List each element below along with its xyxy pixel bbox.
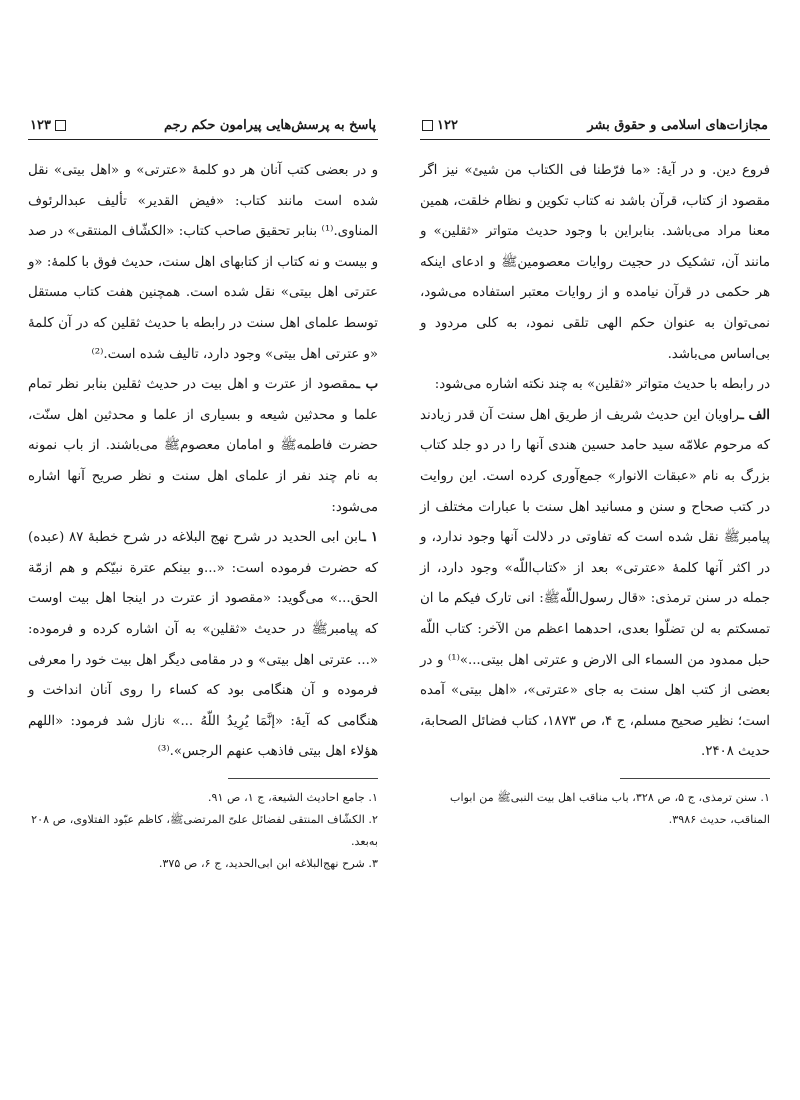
page-header <box>28 118 378 140</box>
page-number <box>422 118 458 133</box>
paragraph-text: فروع دین. و در آیهٔ: «ما فرّطنا فی الکتاب من شیئ» نیز اگر مقصود از کتاب، قرآن باشد نه کتاب تکوین و نظام خلقت، همین معنا مراد می‌باشد. بنابراین با وجود حدیث متواتر «ثقلین» و مانند آن، تشکیک در حجیت روایات معصومینﷺ و ادعای اینکه هر حکمی در قرآن نیامده و از روایات معتبر استفاده می‌شود، نمی‌توان به عنوان حکم الهی تلقی نمود، به کلی مردود و بی‌اساس می‌باشد. <box>420 163 770 362</box>
square-ornament-icon <box>55 120 66 131</box>
page-header <box>420 118 770 140</box>
footnote: ۱. سنن ترمذی، ج ۵، ص ۳۲۸، باب مناقب اهل بیت النبیﷺ من ابواب المناقب، حدیث ۳۹۸۶. <box>450 790 770 826</box>
page-body <box>28 156 378 768</box>
footnote-divider <box>620 778 770 779</box>
running-title: پاسخ به پرسش‌هایی پیرامون حکم رجم <box>164 118 376 133</box>
square-ornament-icon <box>422 120 433 131</box>
paragraph-lead: الف ـ <box>739 407 770 423</box>
page-number-value: ۱۲۳ <box>30 118 51 133</box>
page-number-value: ۱۲۲ <box>437 118 458 133</box>
paragraph <box>420 370 770 401</box>
paragraph <box>28 523 378 768</box>
paragraph <box>420 401 770 768</box>
footnote-divider <box>228 778 378 779</box>
page-number <box>30 118 66 133</box>
paragraph-lead: ۱ ـ <box>361 530 378 546</box>
paragraph-text: راویان این حدیث شریف از طریق اهل سنت آن قدر زیادند که مرحوم علامّه سید حامد حسین هندی آنها را در دو جلد کتاب بزرگ به نام «عبقات الانوار» جمع‌آوری کرده است. این روایت در کتب صحاح و سنن و مسانید اهل سنت با عبارات مختلف از پیامبرﷺ نقل شده است که تفاوتی در دلالت آنها وجود ندارد، و در اکثر آنها کلمهٔ «عترتی» بعد از «کتاب‌اللّه» وجود دارد، از جمله در سنن ترمذی: «قال رسول‌اللّهﷺ: انی تارک فیکم ما ان تمسکتم به لن تضلّوا بعدی، احدهما اعظم من الآخر: کتاب اللّه حبل ممدود من السماء الی الارض و عترتی اهل بیتی...»⁽¹⁾ و در بعضی از کتب اهل سنت به جای «عترتی»، «اهل بیتی» آمده است؛ نظیر صحیح مسلم، ج ۴، ص ۱۸۷۳، کتاب فضائل الصحابة، حدیث ۲۴۰۸. <box>420 407 771 760</box>
paragraph <box>420 156 770 370</box>
paragraph-lead: ب ـ <box>355 377 379 393</box>
paragraph <box>28 370 378 523</box>
footnotes <box>28 787 378 875</box>
footnote: ۳. شرح نهج‌البلاغه ابن ابی‌الحدید، ج ۶، ص ۳۷۵. <box>158 856 378 870</box>
left-page <box>28 118 378 1078</box>
page-body <box>420 156 770 768</box>
paragraph-text: در رابطه با حدیث متواتر «ثقلین» به چند نکته اشاره می‌شود: <box>434 377 770 393</box>
footnote: ۲. الکشّاف المنتقی لفضائل علیّ المرتضیﷺ، کاظم عبّود الفتلاوی، ص ۲۰۸ به‌بعد. <box>31 812 378 848</box>
footnotes <box>420 787 770 831</box>
running-title: مجازات‌های اسلامی و حقوق بشر <box>587 118 768 133</box>
paragraph-text: ابن ابی الحدید در شرح نهج البلاغه در شرح خطبهٔ ۸۷ (عبده) که حضرت فرموده است: «...و بینکم عترة نبیّکم و هم ازمّة الحق...» می‌گوید: «مقصود از عترت در اینجا اهل بیت اوست که پیامبرﷺ در حدیث «ثقلین» به آن اشاره کرده و فرموده: «... عترتی اهل بیتی» و در مقامی دیگر اهل بیت خود را معرفی فرموده و آن هنگامی بود که کساء را روی آنان انداخت و هنگامی که آیهٔ: «إنَّمَا یُرِیدُ اللّهُ ...» نازل شد فرمود: «اللهم هؤلاء اهل بیتی فاذهب عنهم الرجس».⁽³⁾ <box>28 530 378 760</box>
paragraph-text: مقصود از عترت و اهل بیت در حدیث ثقلین بنابر نظر تمام علما و محدثین شیعه و بسیاری از علما و محدثین اهل سنّت، حضرت فاطمهﷺ و امامان معصومﷺ می‌باشند. از باب نمونه به نام چند نفر از علمای اهل سنت و نظر صریح آنها اشاره می‌شود: <box>28 377 378 515</box>
footnote: ۱. جامع احادیث الشیعة، ج ۱، ص ۹۱. <box>207 790 378 804</box>
paragraph <box>28 156 378 370</box>
right-page <box>420 118 770 1078</box>
paragraph-text: و در بعضی کتب آنان هر دو کلمهٔ «عترتی» و «اهل بیتی» نقل شده است مانند کتاب: «فیض القدیر» تألیف عبدالرئوف المناوی.⁽¹⁾ بنابر تحقیق صاحب کتاب: «الکشّاف المنتقی» در صد و بیست و نه کتاب از کتابهای اهل سنت، حدیث فوق با کلمهٔ: «و عترتی اهل بیتی» نقل شده است. همچنین هفت کتاب مستقل توسط علمای اهل سنت در رابطه با حدیث ثقلین که در آن کلمهٔ «و عترتی اهل بیتی» وجود دارد، تالیف شده است.⁽²⁾ <box>28 163 378 362</box>
